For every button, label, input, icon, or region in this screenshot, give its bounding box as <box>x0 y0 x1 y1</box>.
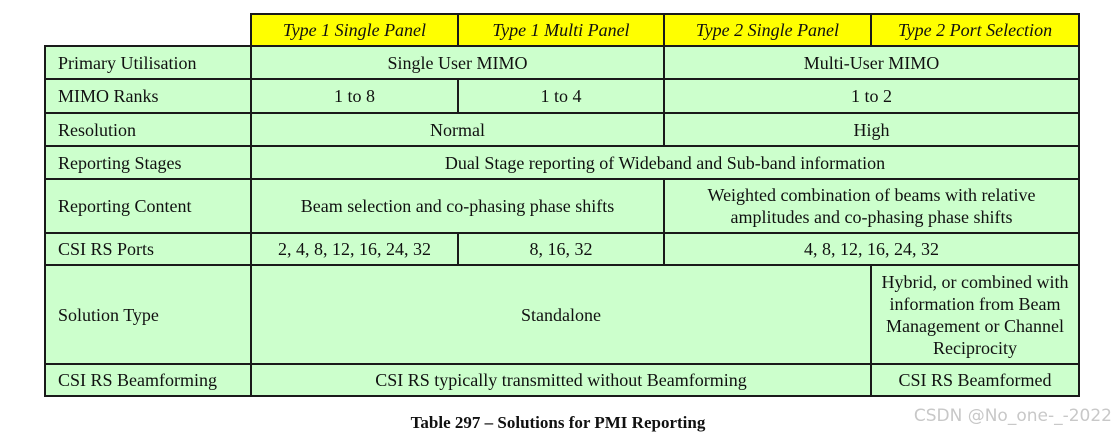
cell-t2-port-solution-type: Hybrid, or combined with information from Beam Management or Channel Reciprocity <box>871 265 1079 364</box>
table-header-row <box>45 14 1079 46</box>
cell-all-reporting-stages: Dual Stage reporting of Wideband and Sub-band information <box>251 146 1079 179</box>
row-label-mimo-ranks: MIMO Ranks <box>45 79 251 113</box>
cell-t1-multi-csi-rs-ports: 8, 16, 32 <box>458 233 664 265</box>
watermark: CSDN @No_one-_-2022 <box>913 406 1112 426</box>
cell-t1-single-csi-rs-ports: 2, 4, 8, 12, 16, 24, 32 <box>251 233 458 265</box>
row-label-primary-utilisation: Primary Utilisation <box>45 46 251 79</box>
table-row <box>45 364 1079 396</box>
row-label-csi-rs-ports: CSI RS Ports <box>45 233 251 265</box>
cell-first3-solution-type: Standalone <box>251 265 871 364</box>
table-caption: Table 297 – Solutions for PMI Reporting <box>410 413 706 432</box>
table-row <box>45 179 1079 233</box>
cell-type2-csi-rs-ports: 4, 8, 12, 16, 24, 32 <box>664 233 1079 265</box>
header-corner <box>45 14 251 46</box>
header-type1-multi-panel: Type 1 Multi Panel <box>458 14 664 46</box>
table-row <box>45 79 1079 113</box>
row-label-csi-rs-beamforming: CSI RS Beamforming <box>45 364 251 396</box>
cell-type2-resolution: High <box>664 113 1079 146</box>
row-label-reporting-content: Reporting Content <box>45 179 251 233</box>
cell-type2-mimo-ranks: 1 to 2 <box>664 79 1079 113</box>
row-label-solution-type: Solution Type <box>45 265 251 364</box>
row-label-resolution: Resolution <box>45 113 251 146</box>
cell-type1-reporting-content: Beam selection and co-phasing phase shifts <box>251 179 664 233</box>
table-row <box>45 233 1079 265</box>
header-type2-port-selection: Type 2 Port Selection <box>871 14 1079 46</box>
table-row <box>45 265 1079 364</box>
cell-type1-primary-utilisation: Single User MIMO <box>251 46 664 79</box>
pmi-solutions-table <box>44 13 1080 397</box>
cell-t1-multi-mimo-ranks: 1 to 4 <box>458 79 664 113</box>
cell-type1-resolution: Normal <box>251 113 664 146</box>
table-row <box>45 113 1079 146</box>
table-row <box>45 146 1079 179</box>
header-type2-single-panel: Type 2 Single Panel <box>664 14 871 46</box>
table-row <box>45 46 1079 79</box>
cell-t2-port-csi-rs-beamforming: CSI RS Beamformed <box>871 364 1079 396</box>
row-label-reporting-stages: Reporting Stages <box>45 146 251 179</box>
cell-t1-single-mimo-ranks: 1 to 8 <box>251 79 458 113</box>
cell-type2-primary-utilisation: Multi-User MIMO <box>664 46 1079 79</box>
header-type1-single-panel: Type 1 Single Panel <box>251 14 458 46</box>
cell-type2-reporting-content: Weighted combination of beams with relative amplitudes and co-phasing phase shifts <box>664 179 1079 233</box>
cell-first3-csi-rs-beamforming: CSI RS typically transmitted without Beamforming <box>251 364 871 396</box>
